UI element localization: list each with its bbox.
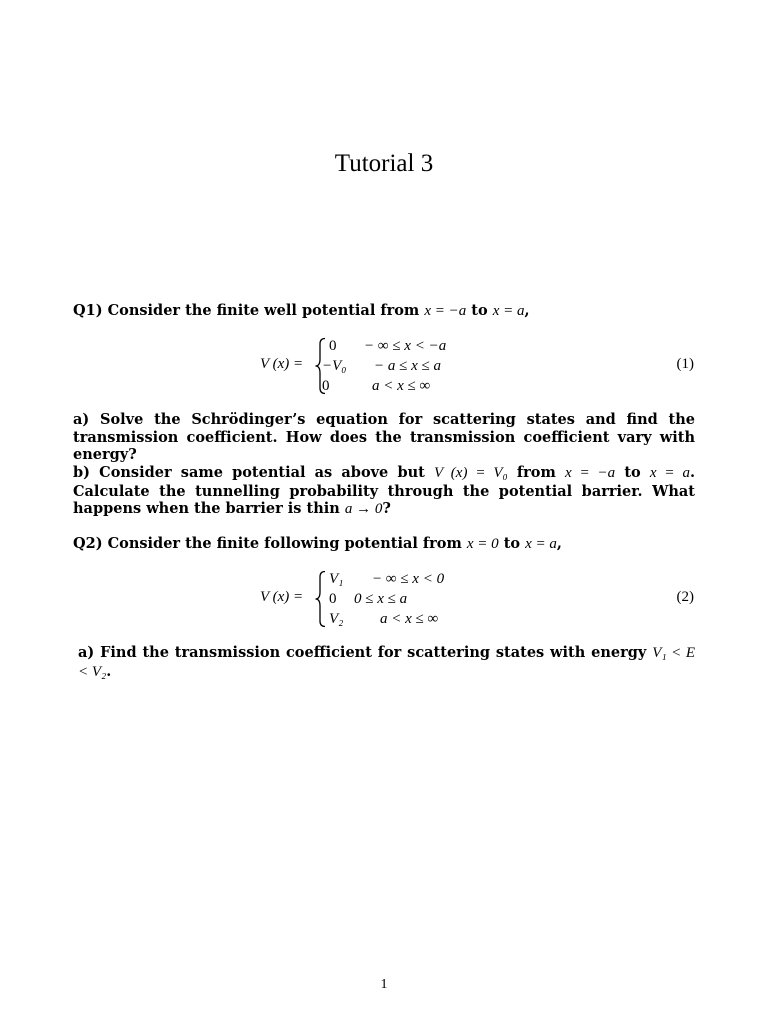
q2-intro-math-1: x = 0 bbox=[466, 536, 499, 552]
q1-part-b-math-2: x = −a bbox=[564, 465, 616, 481]
equation-2-case-1-value: V₁ bbox=[329, 571, 344, 587]
q2-intro-lead: Q2) Consider the finite following potential from bbox=[73, 535, 467, 552]
q2-part-a-math-1: V₁ < E < V₂ bbox=[78, 645, 695, 680]
equation-2-brace bbox=[314, 570, 326, 628]
equation-1-case-2-value: −V₀ bbox=[322, 358, 347, 374]
equation-2-number: (2) bbox=[676, 589, 694, 605]
q1-part-b-text-2: from bbox=[507, 464, 565, 481]
q2-part-a bbox=[78, 644, 695, 681]
q1-intro-math-1: x = −a bbox=[424, 303, 467, 319]
q1-part-b-math-4: a → 0 bbox=[344, 501, 383, 517]
q1-part-a bbox=[73, 411, 695, 464]
q1-intro-text-1: to bbox=[466, 302, 493, 319]
q1-intro bbox=[73, 302, 695, 321]
q1-part-b-text-5: ? bbox=[382, 500, 391, 517]
equation-2-case-2-condition: 0 ≤ x ≤ a bbox=[354, 591, 408, 607]
equation-2-case-3-value: V₂ bbox=[329, 611, 344, 627]
q1-intro-text-2: , bbox=[524, 302, 530, 319]
equation-2-case-2-value: 0 bbox=[329, 591, 337, 607]
equation-2-case-3-condition: a < x ≤ ∞ bbox=[380, 611, 439, 627]
q2-intro-text-2: , bbox=[556, 535, 562, 552]
equation-1-case-1-condition: − ∞ ≤ x < −a bbox=[364, 338, 447, 354]
q1-part-b-math-1: V (x) = V₀ bbox=[434, 465, 508, 481]
equation-1-case-1-value: 0 bbox=[329, 338, 337, 354]
equation-1-case-3-condition: a < x ≤ ∞ bbox=[372, 378, 431, 394]
q2-part-a-text-1: a) Find the transmission coefficient for scattering states with energy bbox=[78, 644, 653, 661]
q2-intro-text-1: to bbox=[498, 535, 526, 552]
q1-part-b-text-1: b) Consider same potential as above but bbox=[73, 464, 435, 481]
q1-part-b bbox=[73, 464, 695, 519]
page-number: 1 bbox=[380, 977, 388, 992]
q1-part-b-text-3: to bbox=[615, 464, 650, 481]
q2-intro-math-2: x = a bbox=[525, 536, 557, 552]
q1-part-b-text-4: . Calculate the tunnelling probability through the potential barrier. What happens when the barrier is thin bbox=[73, 464, 696, 517]
q1-part-b-math-3: x = a bbox=[649, 465, 690, 481]
page-title: Tutorial 3 bbox=[334, 150, 434, 177]
equation-1-lhs: V (x) = bbox=[260, 356, 304, 372]
equation-2-lhs: V (x) = bbox=[260, 589, 304, 605]
equation-1-case-2-condition: − a ≤ x ≤ a bbox=[374, 358, 441, 374]
equation-1-number: (1) bbox=[676, 356, 694, 372]
equation-1 bbox=[0, 336, 768, 396]
q1-part-a-text: a) Solve the Schrödinger’s equation for scattering states and find the transmission coefficient. How does the transmission coefficient vary with energy? bbox=[73, 411, 695, 463]
q2-intro bbox=[73, 535, 695, 554]
equation-1-case-3-value: 0 bbox=[322, 378, 330, 394]
q1-intro-math-2: x = a bbox=[492, 303, 525, 319]
q2-part-a-text-2: . bbox=[106, 662, 112, 680]
q1-intro-lead: Q1) Consider the finite well potential from bbox=[73, 302, 425, 319]
equation-2 bbox=[0, 569, 768, 629]
equation-2-case-1-condition: − ∞ ≤ x < 0 bbox=[372, 571, 445, 587]
